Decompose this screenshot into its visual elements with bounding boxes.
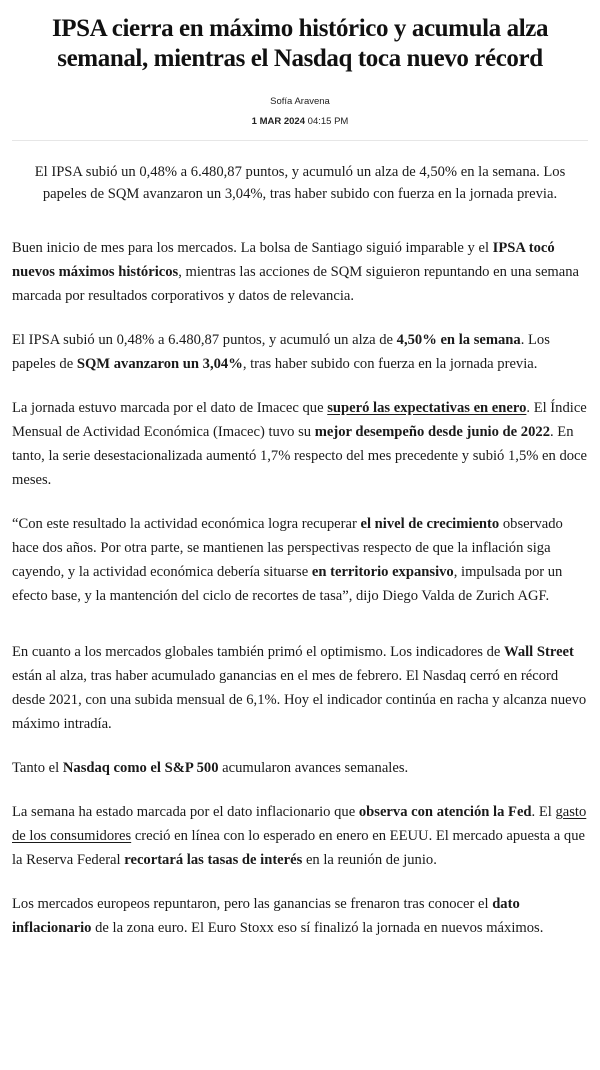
author-name[interactable]: Sofía Aravena (270, 96, 330, 107)
text-run: , tras haber subido con fuerza en la jornada previa. (242, 356, 538, 372)
bold-run: observa con atención la Fed (358, 804, 532, 820)
text-run: . El Índice Mensual de Actividad Económica (Imacec) tuvo su (12, 400, 587, 440)
text-run: creció en línea con lo esperado en enero en EEUU. El mercado apuesta a que la Reserva Federal (12, 828, 585, 868)
text-run: . Los papeles de (12, 332, 550, 372)
body-paragraph-4 (12, 512, 588, 608)
text-run: en la reunión de junio. (302, 852, 437, 868)
text-run: , mientras las acciones de SQM siguieron repuntando en una semana marcada por resultados corporativos y datos de relevancia. (12, 264, 580, 304)
text-run: . En tanto, la serie desestacionalizada aumentó 1,7% respecto del mes precedente y subió 1,5% en doce meses. (12, 424, 588, 488)
text-run: En cuanto a los mercados globales también primó el optimismo. Los indicadores de (12, 644, 505, 660)
publish-dateline (12, 116, 588, 127)
author-byline (12, 96, 588, 107)
imacec-link[interactable]: superó las expectativas en enero (327, 400, 527, 416)
bold-run: recortará las tasas de interés (124, 852, 303, 868)
text-run: El IPSA subió un 0,48% a 6.480,87 puntos, y acumuló un alza de (12, 332, 397, 348)
text-run: acumularon avances semanales. (218, 760, 409, 776)
bold-run: mejor desempeño desde junio de 2022 (314, 424, 550, 440)
consumer-spending-link[interactable]: gasto de los consumidores (12, 804, 587, 844)
text-run: observado hace dos años. Por otra parte, se mantienen las perspectivas respecto de que la inflación siga cayendo, y la actividad económica debería situarse (12, 516, 563, 580)
text-run: “Con este resultado la actividad económica logra recuperar (12, 516, 361, 532)
publish-date: 1 MAR 2024 (251, 116, 306, 127)
bold-run: en territorio expansivo (311, 564, 454, 580)
bold-run: dato inflacionario (12, 896, 520, 936)
text-run: están al alza, tras haber acumulado ganancias en el mes de febrero. El Nasdaq cerró en récord desde 2021, con una subida mensual de 6,1%. Hoy el indicador continúa en racha y alcanza nuevo máximo intradía. (12, 668, 587, 732)
article-lead: El IPSA subió un 0,48% a 6.480,87 puntos, y acumuló un alza de 4,50% en la semana. Los papeles de SQM avanzaron un 3,04%, tras haber subido con fuerza en la jornada previa. (34, 164, 566, 202)
text-run: de la zona euro. El Euro Stoxx eso sí finalizó la jornada en nuevos máximos. (91, 920, 544, 936)
text-run: , impulsada por un efecto base, y la mantención del ciclo de recortes de tasa”, dijo Diego Valda de Zurich AGF. (12, 564, 563, 604)
body-paragraph-8 (12, 892, 588, 940)
text-run: La jornada estuvo marcada por el dato de Imacec que (12, 400, 328, 416)
body-paragraph-5 (12, 640, 588, 736)
body-paragraph-1 (12, 236, 588, 308)
text-run: Buen inicio de mes para los mercados. La bolsa de Santiago siguió imparable y el (12, 240, 493, 256)
text-run: Tanto el (12, 760, 63, 776)
body-paragraph-2 (12, 328, 588, 376)
article-headline: IPSA cierra en máximo histórico y acumula alza semanal, mientras el Nasdaq toca nuevo récord (51, 15, 549, 72)
body-paragraph-3 (12, 396, 588, 492)
text-run: La semana ha estado marcada por el dato inflacionario que (12, 804, 359, 820)
bold-run: Wall Street (504, 644, 574, 660)
article-body (12, 236, 588, 940)
body-paragraph-6 (12, 756, 588, 780)
header-divider (12, 140, 588, 141)
bold-run: el nivel de crecimiento (360, 516, 500, 532)
bold-run: IPSA tocó nuevos máximos históricos (12, 240, 555, 280)
bold-run: 4,50% en la semana (396, 332, 521, 348)
body-paragraph-7 (12, 800, 588, 872)
publish-time: 04:15 PM (307, 116, 349, 127)
bold-run: SQM avanzaron un 3,04% (76, 356, 243, 372)
text-run: . El (531, 804, 556, 820)
text-run: Los mercados europeos repuntaron, pero las ganancias se frenaron tras conocer el (12, 896, 493, 912)
bold-run: Nasdaq como el S&P 500 (62, 760, 219, 776)
